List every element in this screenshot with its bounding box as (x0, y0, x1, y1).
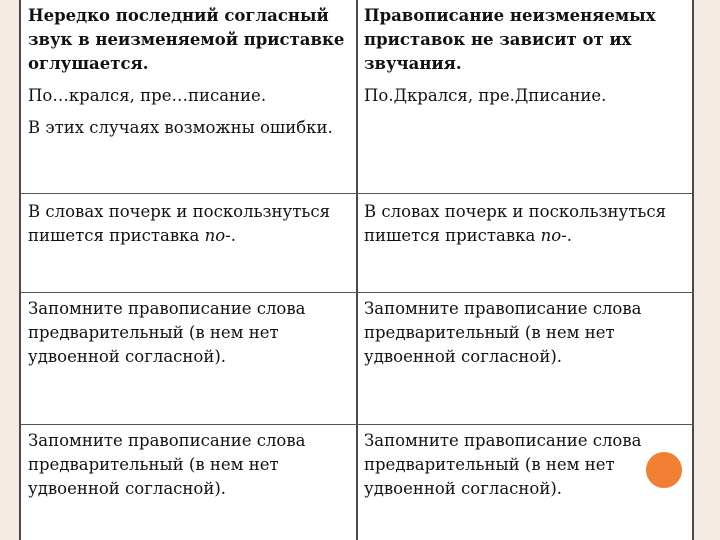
cell-heading: Нередко последний согласный звук в неизменяемой приставке оглушается. (28, 6, 345, 73)
cell-italic-text: по- (540, 226, 567, 245)
cell-text: В словах почерк и поскользнуться пишется приставка (364, 202, 667, 245)
orange-circle-decoration (643, 449, 685, 491)
cell-note: В этих случаях возможны ошибки. (28, 118, 333, 137)
cell-text: Запомните правописание слова предварительный (в нем нет удвоенной согласной). (28, 431, 306, 498)
row-divider-3 (20, 424, 694, 425)
table-right-border (692, 0, 694, 540)
table-cell-r4-left (28, 429, 350, 501)
table-left-border (19, 0, 21, 540)
table-column-divider (356, 0, 358, 540)
cell-text: Запомните правописание слова предварительный (в нем нет удвоенной согласной). (28, 299, 306, 366)
table-cell-r4-right (364, 429, 690, 501)
cell-text: В словах почерк и поскользнуться пишется приставка (28, 202, 331, 245)
table-cell-r2-right (364, 200, 690, 248)
cell-text-end: . (230, 226, 236, 245)
table-cell-r1-left (28, 4, 350, 140)
cell-heading: Правописание неизменяемых приставок не зависит от их звучания. (364, 6, 656, 73)
right-margin-band (694, 0, 720, 540)
cell-italic-text: по- (204, 226, 231, 245)
cell-text: Запомните правописание слова предварительный (в нем нет удвоенной согласной). (364, 299, 642, 366)
left-margin-band (0, 0, 20, 540)
table-cell-r1-right (364, 4, 690, 108)
cell-text-end: . (566, 226, 572, 245)
cell-example: По…крался, пре…писание. (28, 86, 267, 105)
row-divider-2 (20, 292, 694, 293)
table-cell-r2-left (28, 200, 350, 248)
row-divider-1 (20, 193, 694, 194)
cell-example: По.Дкрался, пре.Дписание. (364, 86, 607, 105)
cell-text: Запомните правописание слова предварительный (в нем нет удвоенной согласной). (364, 431, 642, 498)
table-cell-r3-right (364, 297, 690, 369)
table-cell-r3-left (28, 297, 350, 369)
